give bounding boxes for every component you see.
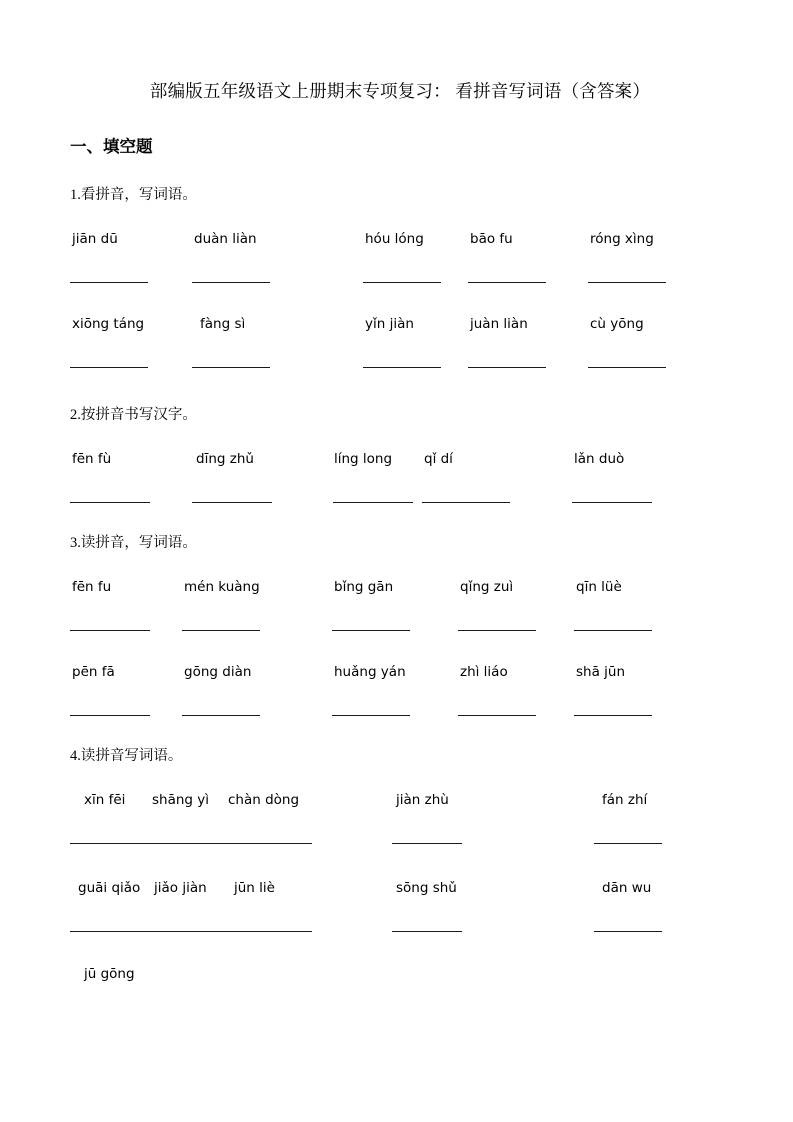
- answer-blank[interactable]: [332, 630, 410, 631]
- pinyin-item: duàn liàn: [194, 231, 257, 247]
- answer-blank[interactable]: [363, 367, 441, 368]
- pinyin-item: jiān dū: [72, 231, 118, 247]
- pinyin-item: dīng zhǔ: [196, 451, 254, 467]
- answer-blank[interactable]: [70, 630, 150, 631]
- answer-blank[interactable]: [70, 931, 152, 932]
- pinyin-item: dān wu: [602, 880, 652, 896]
- section-heading-fill-in-blanks: 一、填空题: [70, 137, 153, 156]
- answer-blank[interactable]: [363, 282, 441, 283]
- pinyin-item: yǐn jiàn: [365, 316, 414, 332]
- pinyin-item: mén kuàng: [184, 579, 260, 595]
- answer-blank[interactable]: [192, 367, 270, 368]
- question-1-answer-blanks-row-1: [0, 282, 793, 296]
- answer-blank[interactable]: [574, 630, 652, 631]
- answer-blank[interactable]: [574, 715, 652, 716]
- answer-blank[interactable]: [152, 931, 232, 932]
- pinyin-item: gōng diàn: [184, 664, 252, 680]
- answer-blank[interactable]: [70, 502, 150, 503]
- answer-blank[interactable]: [333, 502, 413, 503]
- pinyin-item: cù yōng: [590, 316, 644, 332]
- answer-blank[interactable]: [332, 715, 410, 716]
- pinyin-item: qǐng zuì: [460, 579, 514, 595]
- question-4-label: 4.读拼音写词语。: [70, 748, 183, 764]
- pinyin-item: xiōng táng: [72, 316, 145, 332]
- answer-blank[interactable]: [232, 931, 312, 932]
- pinyin-item: jū gōng: [84, 966, 135, 982]
- question-3-pinyin-row-2: [0, 661, 793, 683]
- answer-blank[interactable]: [572, 502, 652, 503]
- pinyin-item: fàng sì: [200, 316, 246, 332]
- question-1-answer-blanks-row-2: [0, 367, 793, 381]
- answer-blank[interactable]: [422, 502, 510, 503]
- pinyin-item: jiǎo jiàn: [154, 880, 207, 896]
- question-4-pinyin-row-2: [0, 877, 793, 899]
- question-3-pinyin-row-1: [0, 576, 793, 598]
- answer-blank[interactable]: [182, 715, 260, 716]
- answer-blank[interactable]: [152, 843, 232, 844]
- pinyin-item: fán zhí: [602, 792, 648, 808]
- question-1-label: 1.看拼音，写词语。: [70, 187, 197, 203]
- question-4-answer-blanks-row-1: [0, 843, 793, 857]
- page-title: 部编版五年级语文上册期末专项复习： 看拼音写词语（含答案）: [149, 81, 651, 101]
- answer-blank[interactable]: [182, 630, 260, 631]
- question-4-pinyin-row-1: [0, 789, 793, 811]
- question-3-answer-blanks-row-2: [0, 715, 793, 729]
- answer-blank[interactable]: [594, 931, 662, 932]
- pinyin-item: zhì liáo: [460, 664, 508, 680]
- pinyin-item: huǎng yán: [334, 664, 406, 680]
- answer-blank[interactable]: [458, 715, 536, 716]
- pinyin-item: shā jūn: [576, 664, 626, 680]
- pinyin-item: guāi qiǎo: [78, 880, 141, 896]
- answer-blank[interactable]: [192, 502, 272, 503]
- question-4-answer-blanks-row-2: [0, 931, 793, 945]
- answer-blank[interactable]: [70, 367, 148, 368]
- question-2-pinyin-row-1: [0, 448, 793, 470]
- pinyin-item: qīn lüè: [576, 579, 622, 595]
- answer-blank[interactable]: [458, 630, 536, 631]
- answer-blank[interactable]: [70, 843, 152, 844]
- pinyin-item: fēn fu: [72, 579, 112, 595]
- pinyin-item: qǐ dí: [424, 451, 453, 467]
- pinyin-item: fēn fù: [72, 451, 112, 467]
- question-4-pinyin-row-3: [0, 963, 793, 985]
- pinyin-item: bāo fu: [470, 231, 513, 247]
- question-1-pinyin-row-2: [0, 313, 793, 335]
- question-2-label: 2.按拼音书写汉字。: [70, 407, 197, 423]
- pinyin-item: jiàn zhù: [396, 792, 449, 808]
- pinyin-item: bǐng gān: [334, 579, 394, 595]
- pinyin-item: líng long: [334, 451, 393, 467]
- answer-blank[interactable]: [192, 282, 270, 283]
- pinyin-item: xīn fēi: [84, 792, 126, 808]
- pinyin-item: pēn fā: [72, 664, 115, 680]
- answer-blank[interactable]: [392, 843, 462, 844]
- pinyin-item: lǎn duò: [574, 451, 625, 467]
- pinyin-item: jūn liè: [234, 880, 275, 896]
- answer-blank[interactable]: [70, 282, 148, 283]
- pinyin-item: róng xìng: [590, 231, 654, 247]
- question-2-answer-blanks-row-1: [0, 502, 793, 516]
- answer-blank[interactable]: [70, 715, 150, 716]
- answer-blank[interactable]: [468, 367, 546, 368]
- pinyin-item: juàn liàn: [470, 316, 528, 332]
- pinyin-item: chàn dòng: [228, 792, 300, 808]
- pinyin-item: shāng yì: [152, 792, 210, 808]
- question-3-label: 3.读拼音，写词语。: [70, 535, 197, 551]
- question-1-pinyin-row-1: [0, 228, 793, 250]
- answer-blank[interactable]: [588, 367, 666, 368]
- answer-blank[interactable]: [468, 282, 546, 283]
- answer-blank[interactable]: [588, 282, 666, 283]
- question-3-answer-blanks-row-1: [0, 630, 793, 644]
- pinyin-item: sōng shǔ: [396, 880, 457, 896]
- answer-blank[interactable]: [392, 931, 462, 932]
- pinyin-item: hóu lóng: [365, 231, 424, 247]
- answer-blank[interactable]: [232, 843, 312, 844]
- answer-blank[interactable]: [594, 843, 662, 844]
